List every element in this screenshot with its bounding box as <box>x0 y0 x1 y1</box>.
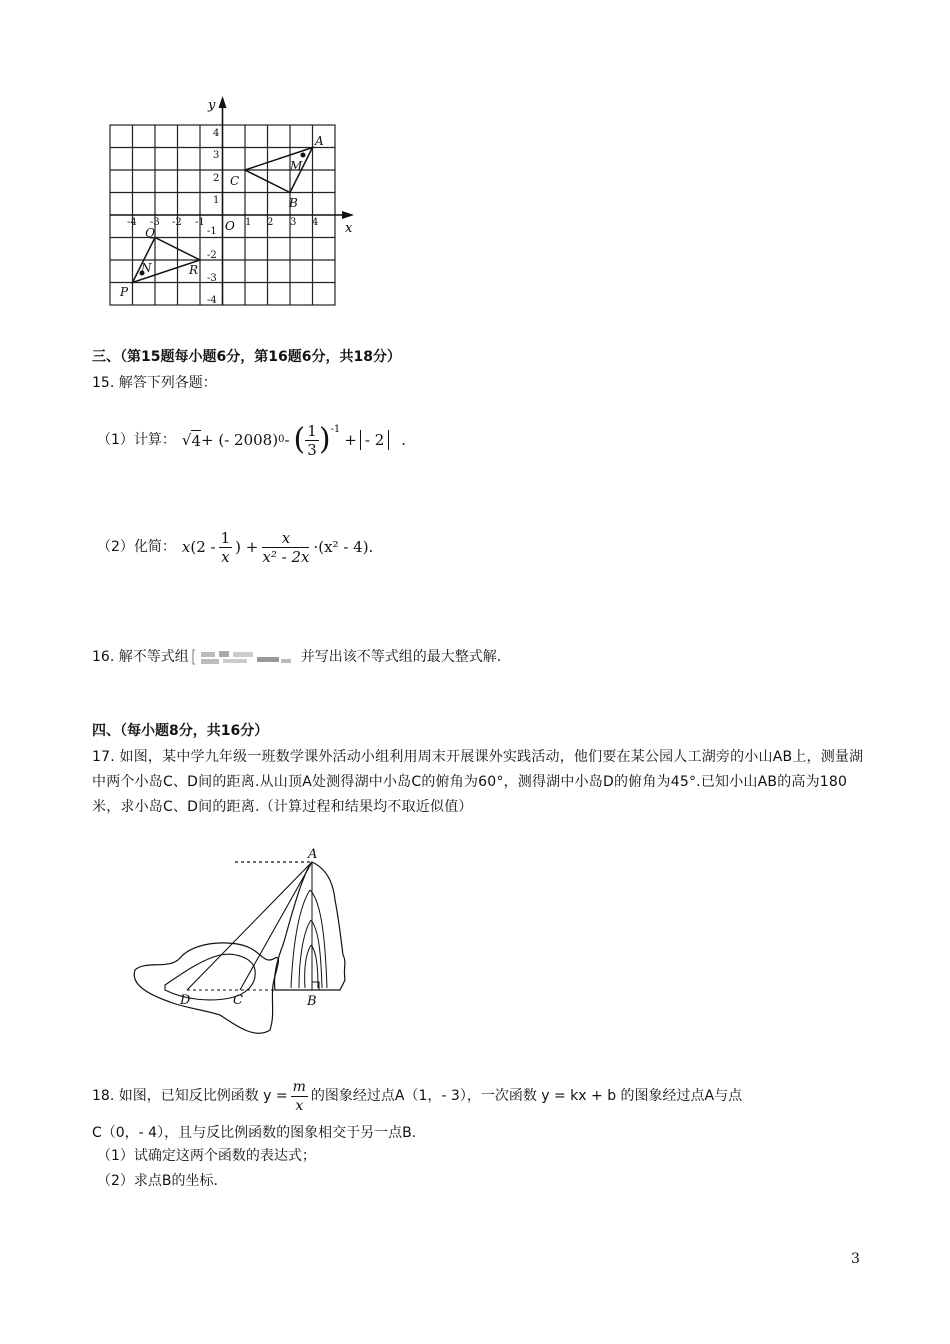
y-tick-label: -3 <box>207 273 217 284</box>
x-tick-label: -2 <box>172 217 182 228</box>
y-tick-label: -1 <box>207 226 217 237</box>
point-a-label: A <box>315 134 324 148</box>
x-axis-arrow <box>342 211 354 219</box>
question-15-2 <box>97 525 373 569</box>
question-18-sub1: （1）试确定这两个函数的表达式； <box>97 1148 316 1164</box>
y-tick-label: 1 <box>213 195 220 206</box>
fraction-m-over-x: $\frac{m}{x}$ <box>292 1078 306 1114</box>
question-18-line1 <box>92 1076 742 1116</box>
exponent-zero: 0 <box>278 434 285 445</box>
fraction-one-over-x: $\frac{1}{x}$ <box>220 528 231 566</box>
sqrt-symbol: √ <box>181 431 192 449</box>
hill-contour <box>299 920 322 988</box>
q16-suffix: 并写出该不等式组的最大整式解. <box>300 649 502 665</box>
q15-1-term: + (- 2008) <box>201 431 279 449</box>
question-15-title: 15. 解答下列各题： <box>92 375 217 391</box>
coordinate-grid-figure <box>100 92 370 312</box>
x-tick-label: 3 <box>290 217 297 228</box>
point-n-label: N <box>141 261 152 275</box>
point-m-label: M <box>290 159 303 173</box>
fig17-label-c: C <box>233 993 243 1008</box>
question-16 <box>92 647 501 667</box>
q18-prefix: 18. 如图，已知反比例函数 y = <box>92 1088 288 1104</box>
origin-label: O <box>225 219 235 233</box>
sight-line-ad <box>187 862 312 990</box>
y-axis-label: y <box>208 98 216 113</box>
question-17-text: 17. 如图，某中学九年级一班数学课外活动小组利用周末开展课外实践活动，他们要在某公园人工湖旁的小山AB上，测量湖中两个小岛C、D间的距离.从山顶A处测得湖中小岛C的俯角为60°，测得湖中小岛D的俯角为45°.已知小山AB的高为180米，求小岛C、D间的距离.（计算过程和结果均不取近似值） <box>92 749 864 815</box>
x-tick-label: 1 <box>245 217 252 228</box>
right-paren: ) <box>318 422 331 457</box>
fig17-label-b: B <box>307 994 317 1009</box>
q18-suffix: 的图象经过点A（1，- 3），一次函数 y = kx + b 的图象经过点A与点 <box>310 1088 743 1104</box>
question-15-1 <box>97 420 406 460</box>
sqrt-radicand: 4 <box>191 431 202 450</box>
q15-1-label: （1）计算： <box>97 432 176 448</box>
q15-1-period: . <box>401 431 407 449</box>
y-tick-label: 2 <box>213 173 220 184</box>
fraction-x-over-expr: $\frac{x}{\text{x² - 2x}}$ <box>262 528 310 566</box>
section-3-header: 三、（第15题每小题6分，第16题6分，共18分） <box>92 349 401 365</box>
point-m-dot <box>301 153 306 158</box>
inequality-system-blurred <box>191 648 299 666</box>
point-p-label: P <box>120 285 129 299</box>
y-tick-label: -2 <box>207 250 217 261</box>
lake-hill-figure <box>125 840 365 1045</box>
x-tick-label: 4 <box>312 217 319 228</box>
x-tick-label: -3 <box>150 217 160 228</box>
question-18-sub2: （2）求点B的坐标. <box>97 1173 218 1189</box>
q15-2-plus: ) + <box>235 538 259 556</box>
fig17-label-a: A <box>308 847 318 862</box>
section-4-header: 四、（每小题8分，共16分） <box>92 723 269 739</box>
x-tick-label: 2 <box>267 217 274 228</box>
q15-2-product: ·(x² - 4). <box>313 538 374 556</box>
q15-1-plus: + <box>344 431 357 449</box>
y-axis-arrow <box>219 96 227 108</box>
question-18-line2: C（0，- 4），且与反比例函数的图象相交于另一点B. <box>92 1125 417 1141</box>
fig17-label-d: D <box>180 993 191 1008</box>
q16-prefix: 16. 解不等式组 <box>92 649 189 665</box>
x-tick-label: -1 <box>195 217 205 228</box>
lake-outer-outline <box>134 943 278 1033</box>
x-tick-label: -4 <box>127 217 137 228</box>
q15-2-label: （2）化简： <box>97 539 176 555</box>
absolute-value: - 2 <box>360 430 389 450</box>
hill-outline <box>274 862 345 990</box>
page-number: 3 <box>851 1251 860 1267</box>
left-paren: ( <box>293 422 306 457</box>
q15-2-term: (2 - <box>190 538 216 556</box>
q15-2-var-x: x <box>181 538 191 556</box>
x-axis-label: x <box>345 221 353 236</box>
q15-1-minus: - <box>284 431 290 449</box>
y-tick-label: 3 <box>213 150 220 161</box>
exponent-minus-one: -1 <box>330 424 341 435</box>
point-r-label: R <box>189 263 199 277</box>
inequality-system-image <box>191 648 299 666</box>
point-c-label: C <box>230 174 240 188</box>
y-tick-label: 4 <box>213 128 220 139</box>
y-tick-label: -4 <box>207 295 217 306</box>
point-q-label: Q <box>145 226 155 240</box>
fraction-one-third: $\frac{1}{3}$ <box>307 421 317 459</box>
point-b-label: B <box>289 196 298 210</box>
